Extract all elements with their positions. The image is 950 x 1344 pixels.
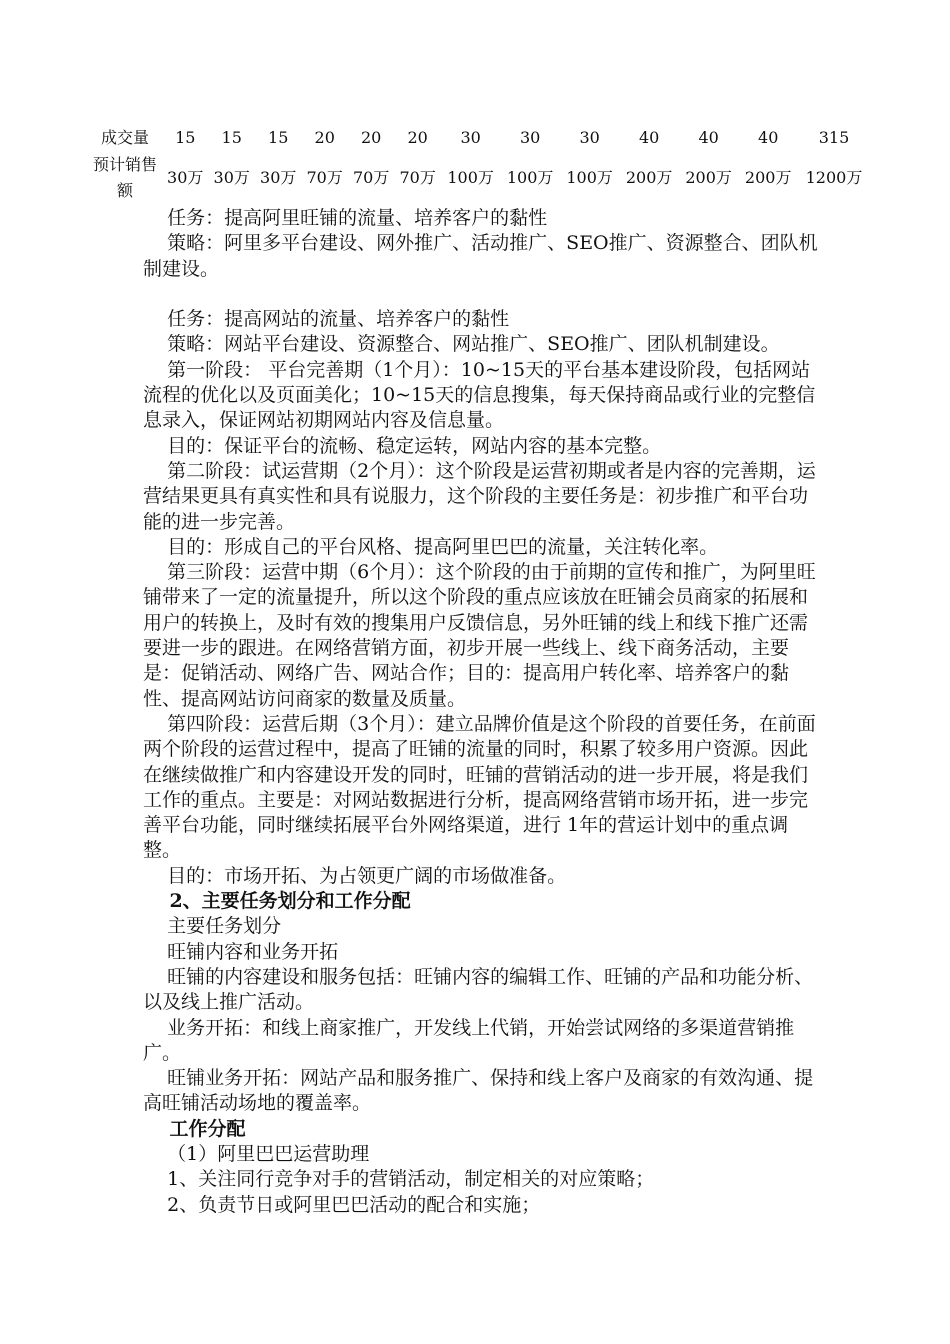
paragraph: （1）阿里巴巴运营助理 <box>167 1142 370 1165</box>
paragraph: 主要任务划分 <box>167 915 282 938</box>
paragraph: 目的：保证平台的流畅、稳定运转，网站内容的基本完整。 <box>167 434 662 457</box>
paragraph: 第一阶段： 平台完善期（1个月）：10~15天的平台基本建设阶段，包括网站流程的优化以及页面美化；10~15天的信息搜集，每天保持商品或行业的完整信息录入，保证网站初期网站内容及信息量。 <box>143 358 816 432</box>
paragraph: 旺铺的内容建设和服务包括：旺铺内容的编辑工作、旺铺的产品和功能分析、以及线上推广活动。 <box>143 965 814 1014</box>
table-cell: 20 <box>407 128 428 147</box>
table-cell: 30万 <box>213 168 250 187</box>
table-cell: 15 <box>221 128 242 147</box>
paragraph: 旺铺内容和业务开拓 <box>167 940 339 963</box>
section-heading: 2、主要任务划分和工作分配 <box>169 890 411 913</box>
table-cell: 40 <box>698 128 719 147</box>
paragraph: 1、关注同行竞争对手的营销活动，制定相关的对应策略； <box>167 1168 655 1191</box>
blank-line <box>143 282 823 307</box>
table-cell: 100万 <box>566 168 613 187</box>
table-row <box>88 124 870 152</box>
table-cell: 30万 <box>260 168 297 187</box>
table-cell: 200万 <box>625 168 673 187</box>
paragraph: 任务：提高网站的流量、培养客户的黏性 <box>167 308 510 331</box>
row-total: 1200万 <box>805 168 863 187</box>
table-cell: 20 <box>314 128 335 147</box>
table-cell: 70万 <box>306 168 343 187</box>
table-cell: 70万 <box>399 168 436 187</box>
table-cell: 30 <box>460 128 481 147</box>
paragraph: 业务开拓：和线上商家推广，开发线上代销，开始尝试网络的多渠道营销推广。 <box>143 1016 795 1064</box>
row-label: 成交量 <box>100 128 149 147</box>
paragraph: 目的：市场开拓、为占领更广阔的市场做准备。 <box>167 864 567 887</box>
paragraph: 第二阶段：试运营期（2个月）：这个阶段是运营初期或者是内容的完善期，运营结果更具有真实性和具有说服力，这个阶段的主要任务是：初步推广和平台功能的进一步完善。 <box>143 459 816 533</box>
sales-forecast-table <box>88 124 870 204</box>
table-cell: 30万 <box>167 168 204 187</box>
row-label: 预计销售额 <box>92 155 157 200</box>
table-cell: 30 <box>579 128 600 147</box>
row-total: 315 <box>818 128 850 147</box>
table-cell: 200万 <box>685 168 732 187</box>
paragraph: 任务：提高阿里旺铺的流量、培养客户的黏性 <box>167 207 548 229</box>
table-cell: 100万 <box>506 168 554 187</box>
table-cell: 200万 <box>744 168 792 187</box>
paragraph: 策略：阿里多平台建设、网外推广、活动推广、SEO推广、资源整合、团队机制建设。 <box>143 232 818 280</box>
table-cell: 70万 <box>352 168 390 187</box>
table-cell: 40 <box>758 128 779 147</box>
table-cell: 15 <box>175 128 196 147</box>
table-cell: 15 <box>268 128 289 147</box>
paragraph: 策略：网站平台建设、资源整合、网站推广、SEO推广、团队机制建设。 <box>167 333 780 356</box>
table-cell: 20 <box>361 128 382 147</box>
paragraph: 第四阶段：运营后期（3个月）：建立品牌价值是这个阶段的首要任务，在前面两个阶段的运营过程中，提高了旺铺的流量的同时，积累了较多用户资源。因此在继续做推广和内容建设开发的同时，旺铺的营销活动的进一步开展，将是我们工作的重点。主要是：对网站数据进行分析，提高网络营销市场开拓，进一步完善平台功能，同时继续拓展平台外网络渠道，进行 1年的营运计划中的重点调整。 <box>143 712 816 862</box>
table-row <box>88 152 870 204</box>
table-cell: 30 <box>519 128 541 147</box>
paragraph: 旺铺业务开拓：网站产品和服务推广、保持和线上客户及商家的有效沟通、提高旺铺活动场地的覆盖率。 <box>143 1067 814 1115</box>
paragraph: 第三阶段：运营中期（6个月）：这个阶段的由于前期的宣传和推广，为阿里旺铺带来了一定的流量提升，所以这个阶段的重点应该放在旺铺会员商家的拓展和用户的转换上，及时有效的搜集用户反馈信息，另外旺铺的线上和线下推广还需要进一步的跟进。在网络营销方面，初步开展一些线上、线下商务活动，主要是：促销活动、网络广告、网站合作；目的：提高用户转化率、培养客户的黏性、提高网站访问商家的数量及质量。 <box>143 561 816 710</box>
table-cell: 100万 <box>447 168 494 187</box>
document-body <box>143 206 823 1218</box>
section-heading: 工作分配 <box>169 1117 246 1140</box>
table-cell: 40 <box>638 128 660 147</box>
paragraph: 目的：形成自己的平台风格、提高阿里巴巴的流量，关注转化率。 <box>167 535 719 558</box>
paragraph: 2、负责节日或阿里巴巴活动的配合和实施； <box>167 1193 541 1216</box>
